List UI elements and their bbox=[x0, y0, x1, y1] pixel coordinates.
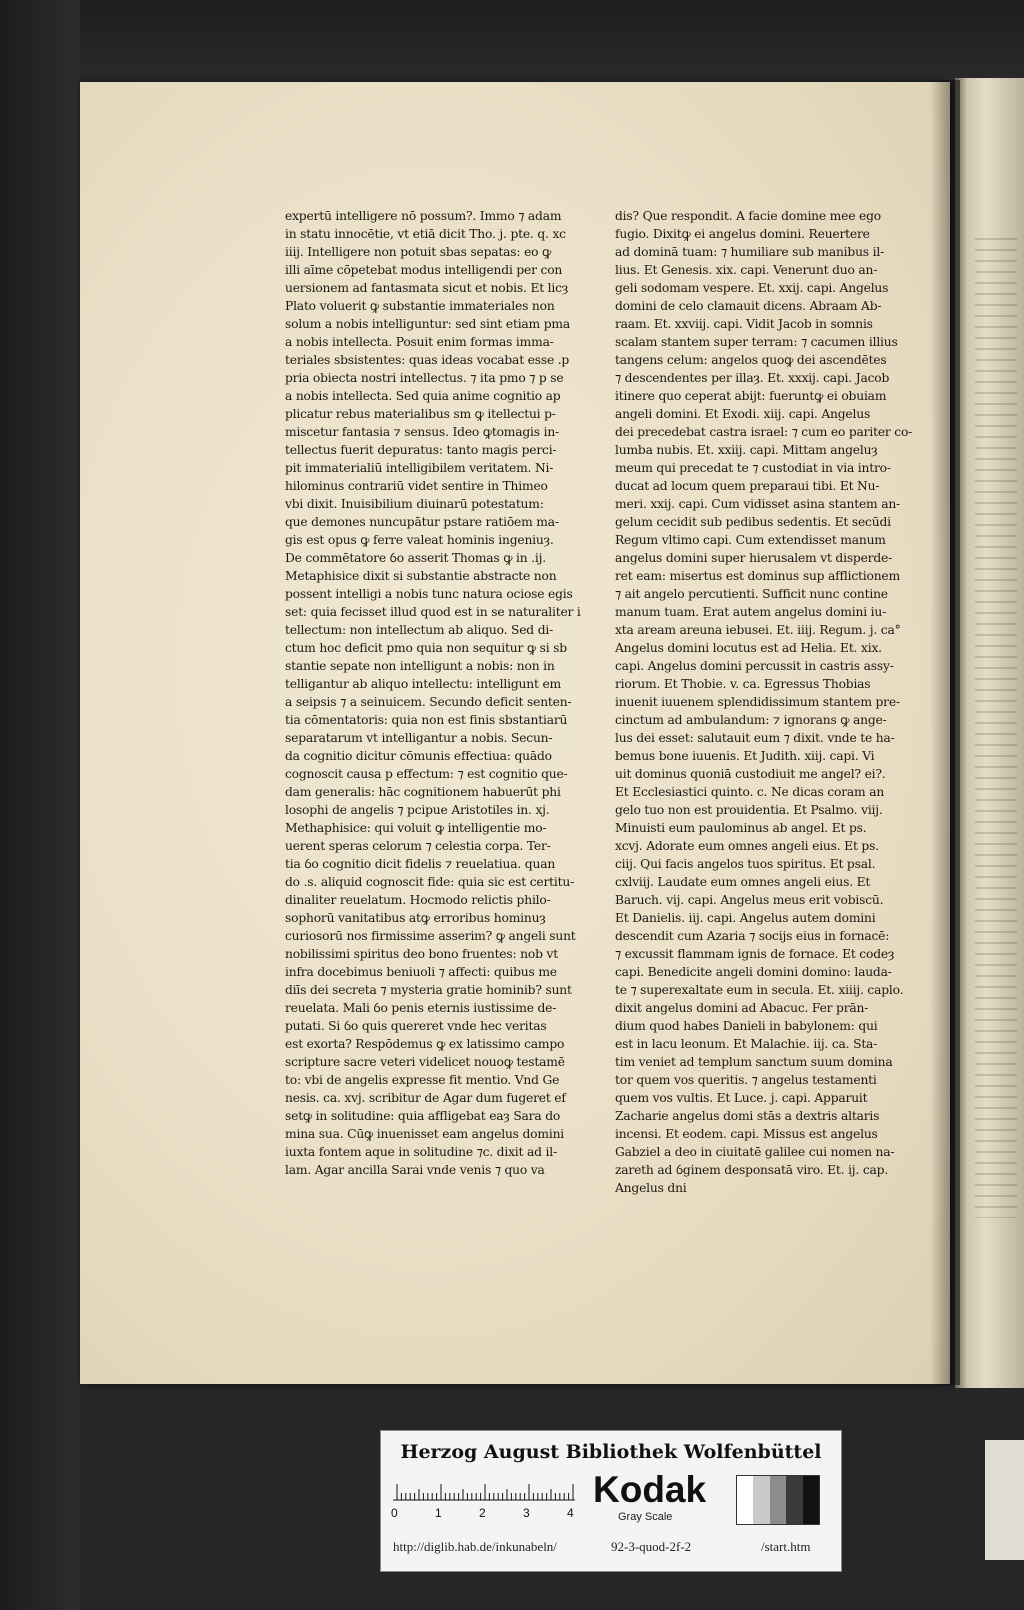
text-line: lius. Et Genesis. xix. capi. Venerunt duo an- bbox=[615, 263, 878, 277]
gray-patch bbox=[770, 1476, 786, 1524]
binding-shadow bbox=[930, 80, 960, 1385]
adjacent-card-fragment bbox=[985, 1440, 1024, 1560]
text-line: gelo tuo non est prouidentia. Et Psalmo. viij. bbox=[615, 803, 883, 817]
text-line: solum a nobis intelliguntur: sed sint etiam pma bbox=[285, 317, 570, 331]
text-line: putati. Si ỽo quis quereret vnde hec veritas bbox=[285, 1019, 547, 1033]
gray-patch bbox=[753, 1476, 769, 1524]
text-line: bemus bone iuuenis. Et Judith. xiij. capi. Vi bbox=[615, 749, 875, 763]
scan-backdrop-left bbox=[0, 0, 80, 1610]
text-line: angeli domini. Et Exodi. xiij. capi. Angelus bbox=[615, 407, 871, 421]
gray-patch bbox=[803, 1476, 819, 1524]
text-line: Et Danielis. iij. capi. Angelus autem domini bbox=[615, 911, 876, 925]
gray-patch bbox=[737, 1476, 753, 1524]
text-line: Minuisti eum paulominus ab angel. Et ps. bbox=[615, 821, 867, 835]
text-line: a seipsis ⁊ a seinuicem. Secundo deficit senten- bbox=[285, 695, 572, 709]
text-line: illi aīme cōpetebat modus intelligendi per con bbox=[285, 263, 563, 277]
text-line: dam generalis: hāc cognitionem habuerūt phi bbox=[285, 785, 561, 799]
text-line: inuenit iuuenem splendidissimum stantem pre- bbox=[615, 695, 900, 709]
text-line: ⁊ descendentes per illaȝ. Et. xxxij. capi. Jacob bbox=[615, 371, 890, 385]
text-line: cognoscit causa p effectum: ⁊ est cognitio que- bbox=[285, 767, 568, 781]
text-line: cxlviij. Laudate eum omnes angeli eius. Et bbox=[615, 875, 871, 889]
text-line: quem vos vultis. Et Luce. j. capi. Apparuit bbox=[615, 1091, 868, 1105]
text-line: cinctum ad ambulandum: ⁊ ignorans ꝙ ange- bbox=[615, 713, 887, 727]
text-line: lam. Agar ancilla Sarai vnde venis ⁊ quo va bbox=[285, 1163, 545, 1177]
text-line: diīs dei secreta ⁊ mysteria gratie hominib? sunt bbox=[285, 983, 572, 997]
text-line: gis est opus ꝙ ferre valeat hominis ingeniuȝ. bbox=[285, 533, 554, 547]
text-line: fugio. Dixitꝙ ei angelus domini. Reuertere bbox=[615, 227, 870, 241]
text-line: reuelata. Mali ỽo penis eternis iustissime de- bbox=[285, 1001, 557, 1015]
text-line: De commētatore ỽo asserit Thomas ꝙ in .ij. bbox=[285, 551, 546, 565]
text-line: possent intelligi a nobis tunc natura ociose egis bbox=[285, 587, 573, 601]
text-line: te ⁊ superexaltate eum in secula. Et. xiiij. caplo. bbox=[615, 983, 904, 997]
ruler-number: 0 bbox=[391, 1506, 398, 1520]
text-line: meum qui precedat te ⁊ custodiat in via intro- bbox=[615, 461, 891, 475]
text-line: ciij. Qui facis angelos tuos spiritus. Et psal. bbox=[615, 857, 876, 871]
text-line: ad dominā tuam: ⁊ humiliare sub manibus il- bbox=[615, 245, 885, 259]
text-line: Et Ecclesiastici quinto. c. Ne dicas coram an bbox=[615, 785, 885, 799]
text-line: Gabziel a deo in ciuitatē galilee cui nomen na- bbox=[615, 1145, 895, 1159]
text-line: Plato voluerit ꝙ substantie immateriales non bbox=[285, 299, 555, 313]
ruler-number: 1 bbox=[435, 1506, 442, 1520]
text-line: set: quia fecisset illud quod est in se naturaliter i bbox=[285, 605, 581, 619]
text-line: telligantur ab aliquo intellectu: intelligunt em bbox=[285, 677, 561, 691]
text-line: manum tuam. Erat autem angelus domini iu- bbox=[615, 605, 887, 619]
text-line: expertū intelligere nō possum?. Immo ⁊ adam bbox=[285, 209, 562, 223]
shelfmark: 92-3-quod-2f-2 bbox=[611, 1539, 692, 1554]
text-line: itinere quo ceperat abijt: fueruntꝙ ei obuiam bbox=[615, 389, 887, 403]
text-line: dei precedebat castra israel: ⁊ cum eo pariter co- bbox=[615, 425, 913, 439]
gray-scale-label: Gray Scale bbox=[618, 1511, 673, 1523]
text-line: gelum cecidit sub pedibus sedentis. Et secūdi bbox=[615, 515, 891, 529]
text-line: pit immaterialiū intelligibilem veritatem. Ni- bbox=[285, 461, 554, 475]
text-line: est exorta? Respōdemus ꝙ ex latissimo campo bbox=[285, 1037, 565, 1051]
text-line: xcvj. Adorate eum omnes angeli eius. Et ps. bbox=[615, 839, 879, 853]
scan-backdrop-top bbox=[0, 0, 1024, 85]
text-line: Baruch. vij. capi. Angelus meus erit vobiscū. bbox=[615, 893, 884, 907]
text-line: capi. Benedicite angeli domini domino: lauda- bbox=[615, 965, 892, 979]
text-line: Methaphisice: qui voluit ꝙ intelligentie mo- bbox=[285, 821, 547, 835]
text-line: uit dominus quoniā custodiuit me angel? ei?. bbox=[615, 767, 886, 781]
right-text-column bbox=[615, 207, 923, 1197]
text-line: pria obiecta nostri intellectus. ⁊ ita pmo ⁊ p se bbox=[285, 371, 564, 385]
text-line: tim veniet ad templum sanctum suum domina bbox=[615, 1055, 893, 1069]
text-line: ret eam: misertus est dominus sup afflictionem bbox=[615, 569, 900, 583]
text-line: do .s. aliquid cognoscit fide: quia sic est certitu- bbox=[285, 875, 575, 889]
text-line: zareth ad ỽginem desponsatā viro. Et. ij. cap. bbox=[615, 1163, 889, 1177]
text-line: tia ỽo cognitio dicit fidelis ⁊ reuelatiua. quan bbox=[285, 857, 556, 871]
text-line: raam. Et. xxviij. capi. Vidit Jacob in somnis bbox=[615, 317, 873, 331]
ruler-number: 2 bbox=[479, 1506, 486, 1520]
text-line: geli sodomam vespere. Et. xxij. capi. Angelus bbox=[615, 281, 889, 295]
text-line: uerent speras celorum ⁊ celestia corpa. Ter- bbox=[285, 839, 551, 853]
text-line: infra docebimus beniuoli ⁊ affecti: quibus me bbox=[285, 965, 557, 979]
ruler-scale bbox=[393, 1477, 575, 1501]
facing-page-edge bbox=[955, 78, 1024, 1388]
text-line: Angelus dni bbox=[615, 1181, 687, 1195]
text-line: descendit cum Azaria ⁊ socijs eius in fornacē: bbox=[615, 929, 890, 943]
text-line: dis? Que respondit. A facie domine mee ego bbox=[615, 209, 881, 223]
text-line: ⁊ ait angelo percutienti. Sufficit nunc contine bbox=[615, 587, 888, 601]
text-line: setꝙ in solitudine: quia affligebat eaȝ Sara do bbox=[285, 1109, 561, 1123]
text-line: sophorū vanitatibus atꝙ erroribus hominuȝ bbox=[285, 911, 546, 925]
text-line: Zacharie angelus domi stās a dextris altaris bbox=[615, 1109, 880, 1123]
text-line: dinaliter reuelatum. Hocmodo relictis philo- bbox=[285, 893, 551, 907]
text-line: scalam stantem super terram: ⁊ cacumen illius bbox=[615, 335, 898, 349]
text-line: scripture sacre veteri videlicet nouoꝙ testamē bbox=[285, 1055, 565, 1069]
text-line: in statu innocētie, vt etiā dicit Tho. j. pte. q. xc bbox=[285, 227, 566, 241]
text-line: a nobis intellecta. Posuit enim formas imma- bbox=[285, 335, 554, 349]
text-line: nobilissimi spiritus deo bono fruentes: nob vt bbox=[285, 947, 558, 961]
text-line: curiosorū nos firmissime asserim? ꝙ angeli sunt bbox=[285, 929, 576, 943]
text-line: mina sua. Cūꝙ inuenisset eam angelus domini bbox=[285, 1127, 565, 1141]
text-line: uersionem ad fantasmata sicut et nobis. Et licȝ bbox=[285, 281, 569, 295]
text-line: ducat ad locum quem preparaui tibi. Et Nu- bbox=[615, 479, 880, 493]
text-line: tellectum: non intellectum ab aliquo. Sed di- bbox=[285, 623, 554, 637]
text-line: riorum. Et Thobie. v. ca. Egressus Thobias bbox=[615, 677, 871, 691]
text-line: tia cōmentatoris: quia non est finis sbstantiarū bbox=[285, 713, 568, 727]
text-line: teriales sbsistentes: quas ideas vocabat esse .p bbox=[285, 353, 570, 367]
text-line: dixit angelus domini ad Abacuc. Fer prān- bbox=[615, 1001, 869, 1015]
book-page bbox=[80, 82, 950, 1384]
text-line: to: vbi de angelis expresse fit mentio. Vnd Ge bbox=[285, 1073, 560, 1087]
text-line: stantie sepate non intelligunt a nobis: non in bbox=[285, 659, 555, 673]
text-line: nesis. ca. xvj. scribitur de Agar dum fugeret ef bbox=[285, 1091, 566, 1105]
text-line: xta aream areuna iebusei. Et. iiij. Regum. j. ca° bbox=[615, 623, 901, 637]
text-line: tor quem vos queritis. ⁊ angelus testamenti bbox=[615, 1073, 877, 1087]
text-line: domini de celo clamauit dicens. Abraam Ab- bbox=[615, 299, 882, 313]
text-line: a nobis intellecta. Sed quia anime cognitio ap bbox=[285, 389, 561, 403]
text-line: incensi. Et eodem. capi. Missus est angelus bbox=[615, 1127, 878, 1141]
text-line: vbi dixit. Inuisibilium diuinarū potestatum: bbox=[285, 497, 544, 511]
text-line: losophi de angelis ⁊ pcipue Aristotiles in. xj. bbox=[285, 803, 550, 817]
text-line: est in lacu leonum. Et Malachie. iij. ca. Sta- bbox=[615, 1037, 878, 1051]
library-title: Herzog August Bibliothek Wolfenbüttel bbox=[400, 1441, 822, 1463]
text-line: tellectus fuerit depuratus: tanto magis perci- bbox=[285, 443, 557, 457]
text-line: que demones nuncupātur pstare ratiōem ma- bbox=[285, 515, 559, 529]
text-line: lus dei esset: salutauit eum ⁊ dixit. vnde te ha- bbox=[615, 731, 895, 745]
text-line: Metaphisice dixit si substantie abstracte non bbox=[285, 569, 557, 583]
color-target-card bbox=[380, 1430, 842, 1572]
text-line: meri. xxij. capi. Cum vidisset asina stantem an- bbox=[615, 497, 901, 511]
facing-page-text-shadow bbox=[975, 238, 1017, 1218]
ruler-labels bbox=[391, 1506, 591, 1522]
text-line: capi. Angelus domini percussit in castris assy- bbox=[615, 659, 894, 673]
kodak-logo: Kodak bbox=[593, 1469, 707, 1510]
gray-scale-patches bbox=[736, 1475, 820, 1525]
text-line: angelus domini super hierusalem vt disperde- bbox=[615, 551, 893, 565]
text-line: da cognitio dicitur cōmunis effectiua: quādo bbox=[285, 749, 552, 763]
text-line: lumba nubis. Et. xxiij. capi. Mittam angeluȝ bbox=[615, 443, 878, 457]
source-url: http://diglib.hab.de/inkunabeln/ bbox=[393, 1539, 557, 1554]
text-line: miscetur fantasia ⁊ sensus. Ideo ꝙtomagis in- bbox=[285, 425, 560, 439]
text-line: tangens celum: angelos quoꝙ dei ascendētes bbox=[615, 353, 887, 367]
ruler-number: 3 bbox=[523, 1506, 530, 1520]
start-path: /start.htm bbox=[761, 1539, 811, 1554]
text-line: dium quod habes Danieli in babylonem: qui bbox=[615, 1019, 878, 1033]
ruler-number: 4 bbox=[567, 1506, 574, 1520]
text-line: iiij. Intelligere non potuit sbas sepatas: eo ꝙ bbox=[285, 245, 552, 259]
text-line: separatarum vt intelligantur a nobis. Secun- bbox=[285, 731, 553, 745]
text-line: Regum vltimo capi. Cum extendisset manum bbox=[615, 533, 886, 547]
gray-patch bbox=[786, 1476, 802, 1524]
text-line: plicatur rebus materialibus sm ꝙ itellectui p- bbox=[285, 407, 556, 421]
text-line: ⁊ excussit flammam ignis de fornace. Et codeȝ bbox=[615, 947, 895, 961]
text-line: Angelus domini locutus est ad Helia. Et. xix. bbox=[615, 641, 882, 655]
text-line: ctum hoc deficit pmo quia non sequitur ꝙ si sb bbox=[285, 641, 567, 655]
left-text-column bbox=[285, 207, 593, 1179]
text-line: hilominus contrariū videt sentire in Thimeo bbox=[285, 479, 548, 493]
text-line: iuxta fontem aque in solitudine ⁊c. dixit ad il- bbox=[285, 1145, 557, 1159]
